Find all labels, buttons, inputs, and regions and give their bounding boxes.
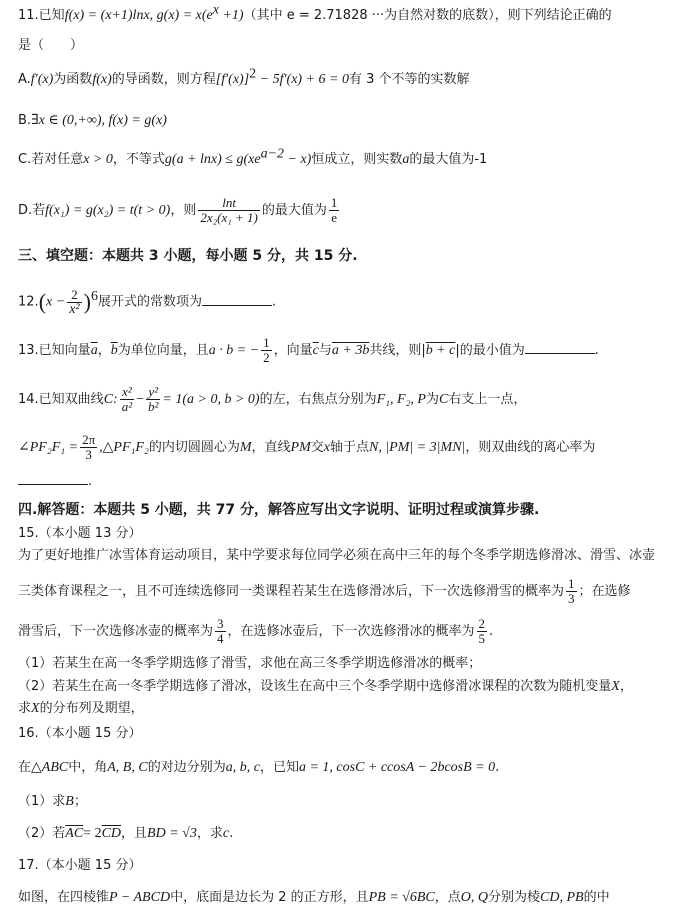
fraction: $\frac{\ln t}{\text{2x₂(x₁ + 1)}}$	[200, 195, 258, 225]
q15-sub-2-cont: 求X的分布列及期望，	[18, 701, 144, 716]
q11-option-a: A.f′(x)为函数f(x)的导函数，则方程$[f'(x)]^2 - 5f'(x) + 6 = 0$有 3 个不等的实数解	[18, 66, 470, 87]
q11-option-b: B.∃x ∈ (0,+∞), f(x) = g(x)	[18, 113, 167, 128]
q15-sub-2: （2）若某生在高一冬季学期选修了滑冰，设该生在高中三个冬季学期中选修滑冰课程的次数为随机变量X，	[18, 679, 633, 694]
fraction: $\frac{2}{5}$	[478, 616, 486, 646]
fraction: $\frac{\text{x²}}{\text{a²}}$	[121, 384, 133, 414]
q15-p3: 滑雪后，下一次选修冰壶的概率为 $\frac{3}{4}$ ，在选修冰壶后，下一次选修滑冰的概率为 $\frac{2}{5}$ .	[18, 616, 494, 646]
q14-line-1: 14.已知双曲线C: $\frac{\text{x²}}{\text{a²}}$ − $\frac{\text{y²}}{\text{b²}}$ = 1(a > 0, b > 0)的左，右焦点分别为F₁, F₂, P为C右支上一点，	[18, 384, 527, 414]
q11-option-c: C.若对任意x > 0，不等式$g(a + \ln x) \le g(xe^{a-2} - x)$恒成立，则实数a的最大值为-1	[18, 146, 488, 167]
answer-blank[interactable]	[525, 341, 595, 354]
q16-sub-2: （2）若$\overline{AC}= 2\overline{CD}$，且BD = √3，求c.	[18, 826, 234, 841]
fraction: $\frac{1}{e}$	[330, 195, 338, 225]
q15-p1: 为了更好地推广冰雪体育运动项目，某中学要求每位同学必须在高中三年的每个冬季学期选修滑冰、滑雪、冰壶	[18, 548, 656, 563]
q16-head: 16.（本小题 15 分）	[18, 726, 142, 741]
fraction: $\frac{2}{\text{x²}}$	[69, 286, 80, 317]
q11-stem-2: 是（ ）	[18, 38, 84, 53]
q16-p1: 在△ABC中，角A, B, C的对边分别为a, b, c，已知a = 1, cosC + ccosA − 2bcosB = 0.	[18, 760, 500, 775]
answer-blank[interactable]	[18, 472, 88, 485]
fraction: $\frac{\text{y²}}{\text{b²}}$	[148, 384, 159, 414]
answer-blank[interactable]	[202, 293, 272, 306]
q17-head: 17.（本小题 15 分）	[18, 858, 142, 873]
q17-p1: 如图，在四棱锥P − ABCD中，底面是边长为 2 的正方形，且PB = √6BC，点O, Q分别为棱CD, PB的中	[18, 890, 610, 905]
fraction: $\frac{3}{4}$	[217, 616, 224, 646]
q14-line-3: .	[18, 472, 678, 492]
q14-line-2: ∠PF₂F₁ = $\frac{2\pi}{3}$ ,△PF₁F₂的内切圆圆心为M，直线PM交x轴于点N, |PM| = 3|MN|，则双曲线的离心率为	[18, 432, 596, 462]
q16-sub-1: （1）求B；	[18, 794, 87, 809]
fraction: $\frac{1}{3}$	[568, 576, 575, 606]
q15-sub-1: （1）若某生在高一冬季学期选修了滑雪，求他在高三冬季学期选修滑冰的概率；	[18, 656, 482, 671]
q11-option-d: D.若f(x₁) = g(x₂) = t(t > 0)，则 $\frac{\ln t}{\text{2x₂(x₁ + 1)}}$ 的最大值为 $\frac{1}{e}$	[18, 195, 338, 225]
section-4-title: 四.解答题：本题共 5 小题，共 77 分，解答应写出文字说明、证明过程或演算步骤.	[18, 502, 540, 518]
q11-stem: 11.已知f(x) = (x+1)lnx, $g(x) = x(e^x +1)$（其中 e = 2.71828 ···为自然对数的底数），则下列结论正确的	[18, 2, 612, 23]
q13: 13.已知向量$\overline{a}$，$\overline{b}$为单位向量，且a · b = − $\frac{1}{2}$ ，向量$\overline{c}$与a + 3b共线，则|b + c|的最小值为 .	[18, 335, 599, 365]
q15-head: 15.（本小题 13 分）	[18, 526, 142, 541]
q12: 12.(x − $\frac{2}{\text{x²}}$ )$^6$展开式的常数项为 .	[18, 286, 277, 317]
section-3-title: 三、填空题：本题共 3 小题，每小题 5 分，共 15 分.	[18, 248, 358, 264]
fraction: $\frac{2\pi}{3}$	[82, 432, 96, 462]
q15-p2: 三类体育课程之一，且不可连续选修同一类课程若某生在选修滑冰后，下一次选修滑雪的概率为 $\frac{1}{3}$ ；在选修	[18, 576, 631, 606]
fraction: $\frac{1}{2}$	[263, 335, 270, 365]
